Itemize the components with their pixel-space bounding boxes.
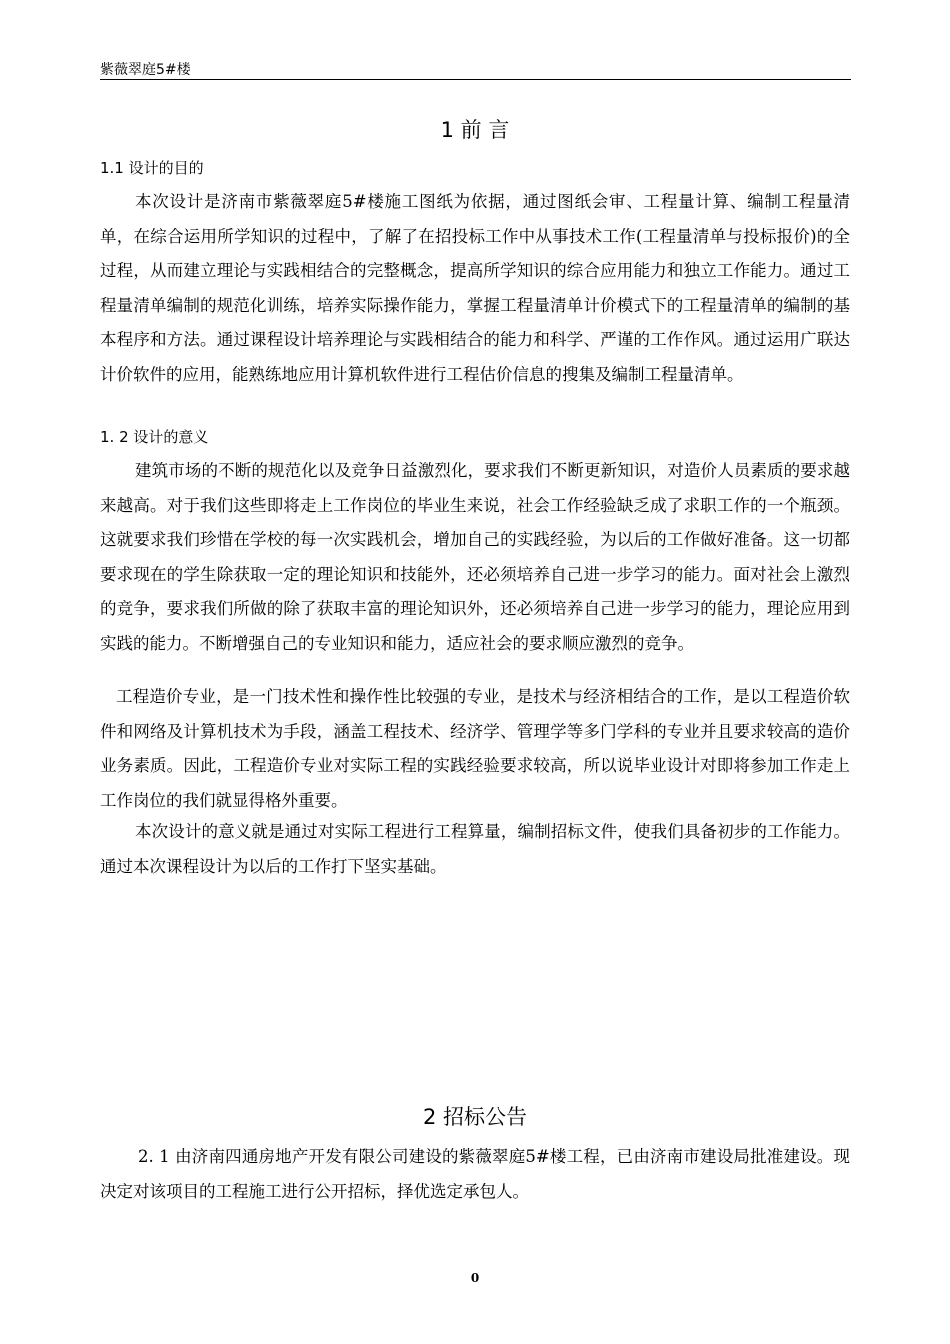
paragraph-significance-1: 建筑市场的不断的规范化以及竞争日益激烈化，要求我们不断更新知识，对造价人员素质的要求越来越高。对于我们这些即将走上工作岗位的毕业生来说，社会工作经验缺乏成了求职工作的一个瓶颈。这就要求我们珍惜在学校的每一次实践机会，增加自己的实践经验，为以后的工作做好准备。这一切都要求现在的学生除获取一定的理论知识和技能外，还必须培养自己进一步学习的能力。面对社会上激烈的竞争，要求我们所做的除了获取丰富的理论知识外，还必须培养自己进一步学习的能力，理论应用到实践的能力。不断增强自己的专业知识和能力，适应社会的要求顺应激烈的竞争。	[100, 461, 850, 653]
chapter2-title: 2 招标公告	[422, 1105, 528, 1129]
header-rule	[100, 79, 851, 80]
section-heading-1-2: 1. 2 设计的意义	[100, 428, 209, 446]
paragraph-tender-notice: 2. 1 由济南四通房地产开发有限公司建设的紫薇翠庭5#楼工程，已由济南市建设局批准建设。现决定对该项目的工程施工进行公开招标，择优选定承包人。	[100, 1147, 850, 1201]
chapter1-title: 1 前 言	[440, 118, 510, 142]
paragraph-significance-3: 本次设计的意义就是通过对实际工程进行工程算量，编制招标文件，使我们具备初步的工作能力。通过本次课程设计为以后的工作打下坚实基础。	[100, 822, 850, 876]
paragraph-significance-2: 工程造价专业，是一门技术性和操作性比较强的专业，是技术与经济相结合的工作，是以工程造价软件和网络及计算机技术为手段，涵盖工程技术、经济学、管理学等多门学科的专业并且要求较高的造价业务素质。因此，工程造价专业对实际工程的实践经验要求较高，所以说毕业设计对即将参加工作走上工作岗位的我们就显得格外重要。	[100, 687, 850, 810]
paragraph-design-purpose: 本次设计是济南市紫薇翠庭5#楼施工图纸为依据，通过图纸会审、工程量计算、编制工程量清单，在综合运用所学知识的过程中，了解了在招投标工作中从事技术工作(工程量清单与投标报价)的全过程，从而建立理论与实践相结合的完整概念，提高所学知识的综合应用能力和独立工作能力。通过工程量清单编制的规范化训练，培养实际操作能力，掌握工程量清单计价模式下的工程量清单的编制的基本程序和方法。通过课程设计培养理论与实践相结合的能力和科学、严谨的工作作风。通过运用广联达计价软件的应用，能熟练地应用计算机软件进行工程估价信息的搜集及编制工程量清单。	[100, 192, 850, 384]
running-header: 紫薇翠庭5#楼	[100, 62, 191, 78]
page-number: 0	[470, 1271, 480, 1285]
section-heading-1-1: 1.1 设计的目的	[100, 159, 204, 177]
